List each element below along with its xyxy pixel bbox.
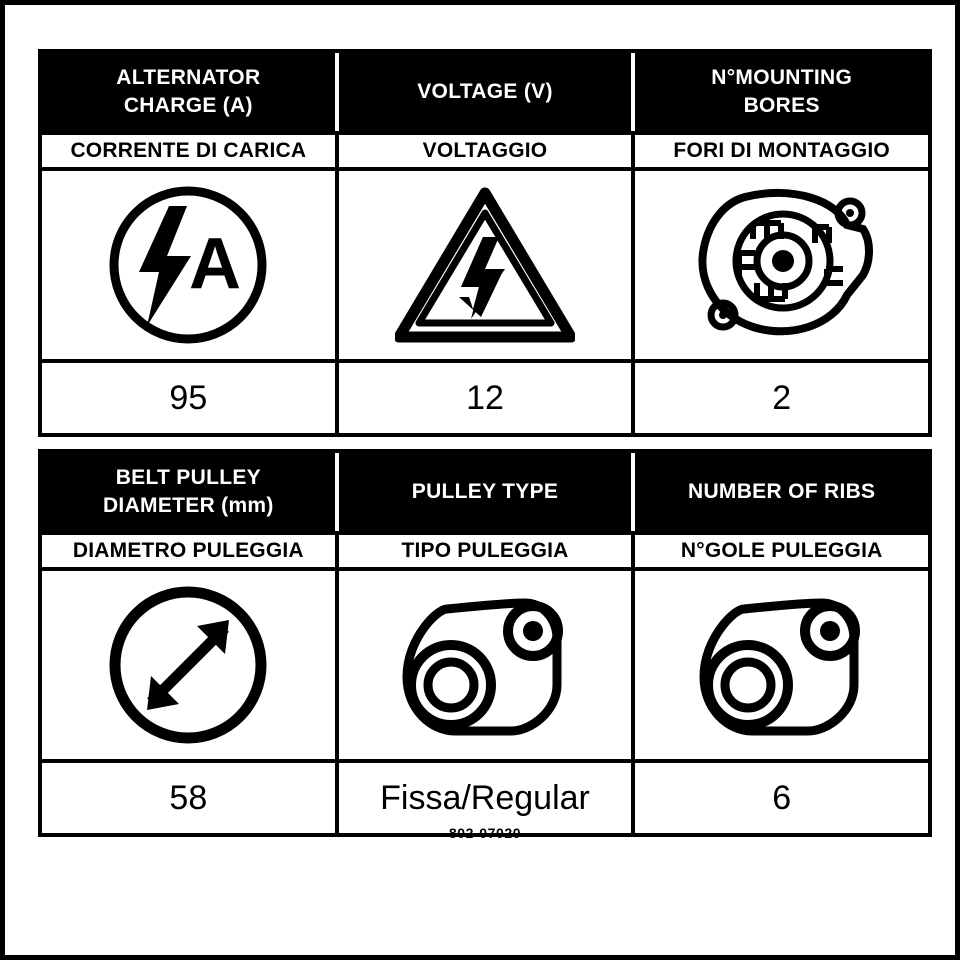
table-icon-row: [42, 171, 928, 363]
header-voltage: [339, 53, 636, 131]
table-header-italian-row: [42, 131, 928, 171]
header-belt-pulley-diameter-line2: DIAMETER (mm): [102, 494, 274, 517]
header-it-ngole-puleggia: N°GOLE PULEGGIA: [680, 539, 883, 562]
header-number-of-ribs: [635, 453, 928, 531]
cell-diameter-icon: [42, 571, 339, 759]
header-alternator-charge: [42, 53, 339, 131]
cell-belt-pulley-ribs-icon: [635, 571, 928, 759]
value-mounting-bores: 2: [772, 378, 792, 417]
alternator-body-icon: [635, 171, 928, 359]
pulley-value-row: [42, 763, 928, 833]
header-it-fori-di-montaggio: FORI DI MONTAGGIO: [673, 139, 890, 162]
header-it-tipo-puleggia: TIPO PULEGGIA: [339, 535, 636, 567]
header-mounting-bores: [635, 53, 928, 131]
header-belt-pulley-diameter-line1: BELT PULLEY: [115, 466, 261, 490]
part-code-label: 802-07020: [448, 825, 522, 841]
svg-text:A: A: [189, 224, 242, 304]
header-number-of-ribs-line1: NUMBER OF RIBS: [687, 480, 876, 504]
diameter-arrow-icon: [42, 571, 335, 759]
header-it-diametro-puleggia: DIAMETRO PULEGGIA: [42, 535, 339, 567]
alternator-charge-icon: [42, 171, 335, 359]
value-pulley-type: Fissa/Regular: [339, 763, 636, 833]
high-voltage-warning-icon: [339, 171, 632, 359]
cell-alternator-body-icon: [635, 171, 928, 359]
cell-belt-pulley-icon: [339, 571, 636, 759]
value-voltage: 12: [339, 363, 636, 433]
header-belt-pulley-diameter: [42, 453, 339, 531]
value-number-of-ribs: 6: [772, 778, 792, 817]
cell-alternator-charge-icon: [42, 171, 339, 359]
pulley-icon-row: [42, 571, 928, 763]
header-alternator-charge-line1: ALTERNATOR: [116, 66, 261, 90]
header-pulley-type: [339, 453, 636, 531]
header-voltage-line1: VOLTAGE (V): [417, 80, 553, 104]
table-value-row: [42, 363, 928, 433]
header-alternator-charge-line2: CHARGE (A): [123, 94, 253, 117]
value-alternator-charge: 95: [42, 363, 339, 433]
pulley-header-italian-row: [42, 531, 928, 571]
pulley-spec-table: [38, 449, 932, 837]
belt-pulley-icon: [339, 571, 632, 759]
belt-pulley-ribs-icon: [635, 571, 928, 759]
header-it-corrente-di-carica: CORRENTE DI CARICA: [42, 135, 339, 167]
alternator-spec-table: [38, 49, 932, 437]
pulley-header-english-row: [42, 453, 928, 531]
value-belt-pulley-diameter: 58: [42, 763, 339, 833]
header-it-voltaggio: VOLTAGGIO: [339, 135, 636, 167]
cell-high-voltage-icon: [339, 171, 636, 359]
header-pulley-type-line1: PULLEY TYPE: [411, 480, 559, 504]
header-mounting-bores-line2: BORES: [743, 94, 820, 117]
header-mounting-bores-line1: N°MOUNTING: [711, 66, 853, 90]
table-header-english-row: [42, 53, 928, 131]
